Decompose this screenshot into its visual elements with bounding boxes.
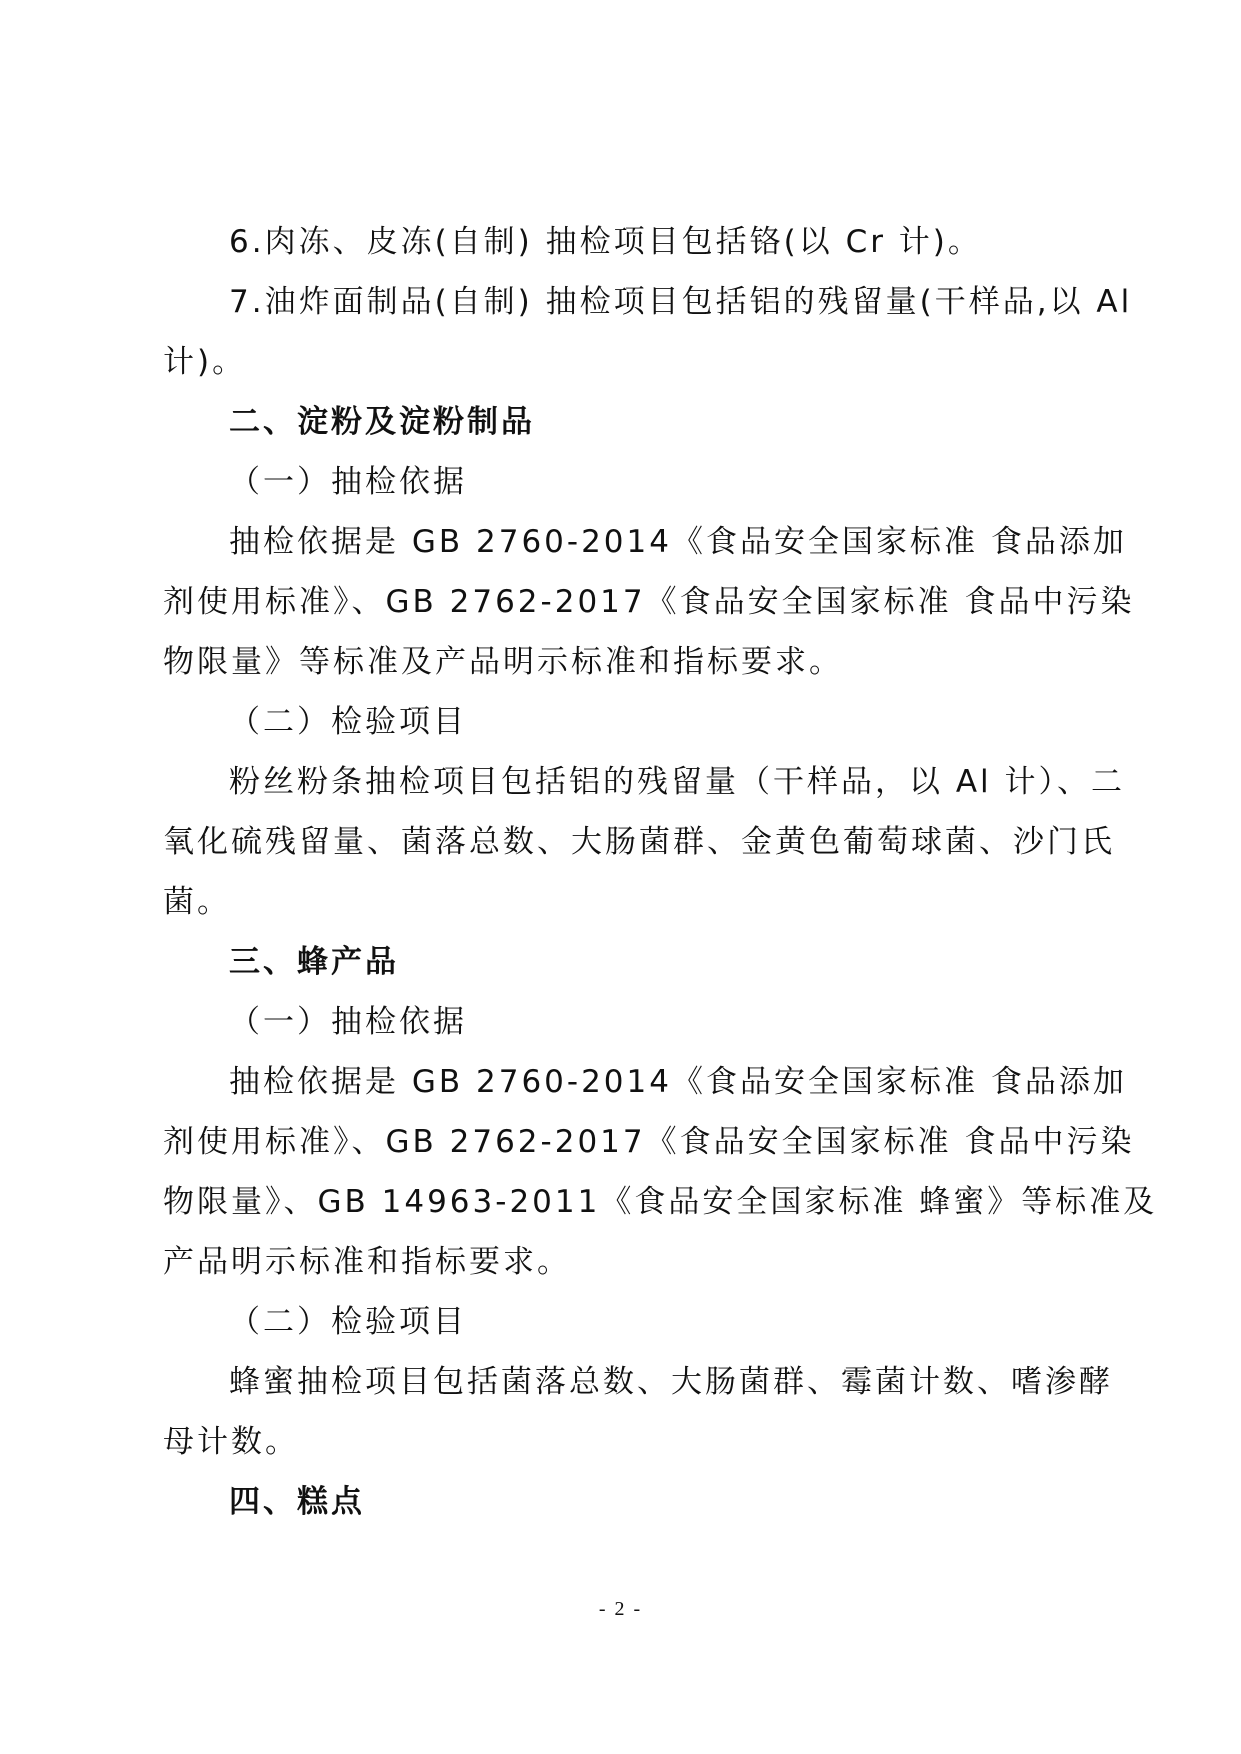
paragraph-basis-1-line-2: 剂使用标准》、GB 2762-2017《食品安全国家标准 食品中污染 <box>163 584 1135 620</box>
paragraph-items-1-line-1: 粉丝粉条抽检项目包括铝的残留量（干样品，以 Al 计）、二 <box>229 764 1126 800</box>
document-body <box>163 212 1158 1532</box>
section-heading-bee-products: 三、蜂产品 <box>229 944 399 980</box>
subheading-basis-1: （一）抽检依据 <box>229 464 467 500</box>
item-7-text-continued: 计)。 <box>163 344 247 380</box>
subheading-items-2: （二）检验项目 <box>229 1304 467 1340</box>
subheading-items-1: （二）检验项目 <box>229 704 467 740</box>
paragraph-basis-1-line-3: 物限量》等标准及产品明示标准和指标要求。 <box>163 644 843 680</box>
paragraph-basis-1-line-1: 抽检依据是 GB 2760-2014《食品安全国家标准 食品添加 <box>229 524 1127 560</box>
item-7-text: 7.油炸面制品(自制) 抽检项目包括铝的残留量(干样品,以 Al <box>229 284 1133 320</box>
paragraph-basis-2-line-4: 产品明示标准和指标要求。 <box>163 1244 571 1280</box>
paragraph-items-1-line-2: 氧化硫残留量、菌落总数、大肠菌群、金黄色葡萄球菌、沙门氏 <box>163 824 1115 860</box>
section-heading-pastry: 四、糕点 <box>229 1484 365 1520</box>
paragraph-items-1-line-3: 菌。 <box>163 884 231 920</box>
paragraph-items-2-line-2: 母计数。 <box>163 1424 299 1460</box>
paragraph-basis-2-line-2: 剂使用标准》、GB 2762-2017《食品安全国家标准 食品中污染 <box>163 1124 1135 1160</box>
paragraph-basis-2-line-1: 抽检依据是 GB 2760-2014《食品安全国家标准 食品添加 <box>229 1064 1127 1100</box>
section-heading-starch: 二、淀粉及淀粉制品 <box>229 404 535 440</box>
page-number: - 2 - <box>598 1598 643 1620</box>
item-6-text: 6.肉冻、皮冻(自制) 抽检项目包括铬(以 Cr 计)。 <box>229 224 982 260</box>
subheading-basis-2: （一）抽检依据 <box>229 1004 467 1040</box>
paragraph-items-2-line-1: 蜂蜜抽检项目包括菌落总数、大肠菌群、霉菌计数、嗜渗酵 <box>229 1364 1113 1400</box>
paragraph-basis-2-line-3: 物限量》、GB 14963-2011《食品安全国家标准 蜂蜜》等标准及 <box>163 1184 1158 1220</box>
